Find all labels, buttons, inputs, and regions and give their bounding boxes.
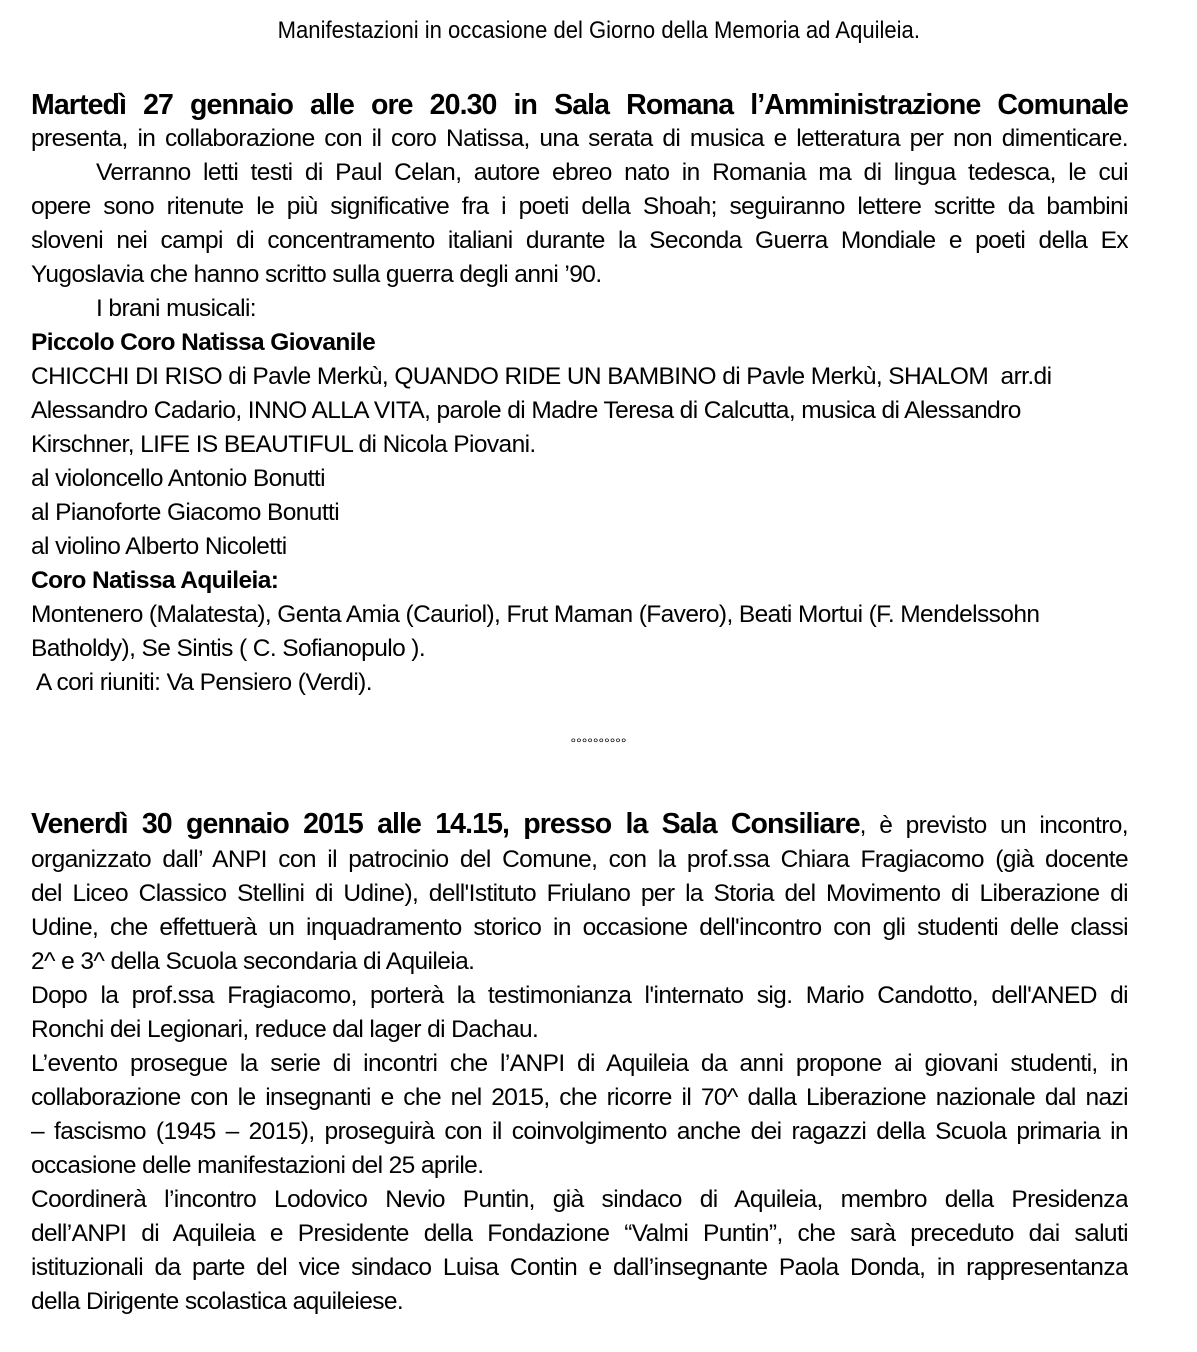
document-title-text: Manifestazioni in occasione del Giorno della Memoria ad Aquileia. [277, 17, 920, 44]
body-line: organizzato dall’ ANPI con il patrocinio del Comune, con la prof.ssa Chiara Fragiacomo (già docente [31, 846, 1128, 873]
body-line: L’evento prosegue la serie di incontri che l’ANPI di Aquileia da anni propone ai giovani studenti, in [31, 1050, 1128, 1077]
body-line: collaborazione con le insegnanti e che nel 2015, che ricorre il 70^ dalla Liberazione nazionale dal nazi [31, 1084, 1128, 1111]
body-line: sloveni nei campi di concentramento italiani durante la Seconda Guerra Mondiale e poeti della Ex [31, 227, 1128, 254]
body-line: della Dirigente scolastica aquileiese. [31, 1288, 404, 1315]
separator: °°°°°°°°°° [570, 735, 627, 751]
repertoire-line: Kirschner, LIFE IS BEAUTIFUL di Nicola Piovani. [31, 431, 536, 458]
repertoire-line: Batholdy), Se Sintis ( C. Sofianopulo ). [31, 635, 426, 662]
body-line: 2^ e 3^ della Scuola secondaria di Aquileia. [31, 948, 475, 975]
body-line: opere sono ritenute le più significative fra i poeti della Shoah; seguiranno lettere scritte da bambini [31, 193, 1128, 220]
performer-line: al violino Alberto Nicoletti [31, 533, 287, 560]
body-line: del Liceo Classico Stellini di Udine), dell'Istituto Friulano per la Storia del Movimento di Liberazione di [31, 880, 1128, 907]
body-line: Verranno letti testi di Paul Celan, autore ebreo nato in Romania ma di lingua tedesca, le cui [96, 159, 1128, 186]
repertoire-line: Montenero (Malatesta), Genta Amia (Cauriol), Frut Maman (Favero), Beati Mortui (F. Mendelssohn [31, 601, 1040, 628]
body-line: istituzionali da parte del vice sindaco Luisa Contin e dall’insegnante Paola Donda, in rappresentanza [31, 1254, 1128, 1281]
performer-line: al violoncello Antonio Bonutti [31, 465, 325, 492]
body-line: I brani musicali: [96, 295, 256, 322]
choir-heading: Piccolo Coro Natissa Giovanile [31, 329, 376, 356]
body-line: Udine, che effettuerà un inquadramento storico in occasione dell'incontro con gli studenti delle classi [31, 914, 1128, 941]
choir-heading: Coro Natissa Aquileia: [31, 567, 279, 594]
performer-line: al Pianoforte Giacomo Bonutti [31, 499, 340, 526]
body-line: occasione delle manifestazioni del 25 aprile. [31, 1152, 484, 1179]
repertoire-line: A cori riuniti: Va Pensiero (Verdi). [31, 669, 372, 696]
body-line: Dopo la prof.ssa Fragiacomo, porterà la testimonianza l'internato sig. Mario Candotto, dell'ANED di [31, 982, 1128, 1009]
body-line: Ronchi dei Legionari, reduce dal lager di Dachau. [31, 1016, 539, 1043]
headline-meeting [31, 807, 1128, 841]
repertoire-line: CHICCHI DI RISO di Pavle Merkù, QUANDO RIDE UN BAMBINO di Pavle Merkù, SHALOM arr.di [31, 363, 1052, 390]
body-line: presenta, in collaborazione con il coro Natissa, una serata di musica e letteratura per non dimenticare. [31, 125, 1128, 152]
body-line: dell’ANPI di Aquileia e Presidente della Fondazione “Valmi Puntin”, che sarà preceduto dai saluti [31, 1220, 1128, 1247]
document-title [0, 14, 1197, 48]
body-line: Yugoslavia che hanno scritto sulla guerra degli anni ’90. [31, 261, 602, 288]
headline-meeting-rest: , è previsto un incontro, [859, 812, 1128, 839]
repertoire-line: Alessandro Cadario, INNO ALLA VITA, parole di Madre Teresa di Calcutta, musica di Alessandro [31, 397, 1021, 424]
headline-concert: Martedì 27 gennaio alle ore 20.30 in Sala Romana l’Amministrazione Comunale [31, 89, 1128, 121]
headline-meeting-bold: Venerdì 30 gennaio 2015 alle 14.15, presso la Sala Consiliare [31, 808, 860, 840]
body-line: Coordinerà l’incontro Lodovico Nevio Puntin, già sindaco di Aquileia, membro della Presidenza [31, 1186, 1128, 1213]
body-line: – fascismo (1945 – 2015), proseguirà con il coinvolgimento anche dei ragazzi della Scuola primaria in [31, 1118, 1128, 1145]
